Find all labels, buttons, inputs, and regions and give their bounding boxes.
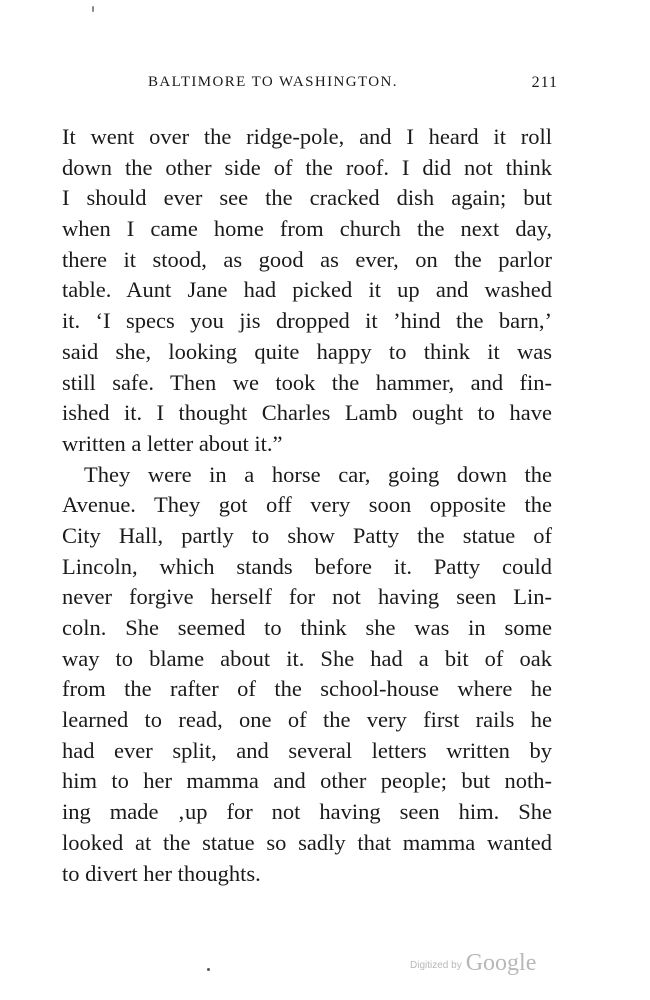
digitized-watermark — [410, 950, 550, 980]
text-line: It went over the ridge-pole, and I heard it roll — [62, 124, 552, 149]
watermark-prefix: Digitized by — [410, 960, 462, 971]
body-text — [62, 122, 552, 889]
text-line: said she, looking quite happy to think it was — [62, 338, 552, 364]
text-line: never forgive herself for not having seen Lin- — [62, 584, 552, 610]
text-line: when I came home from church the next day, — [62, 216, 552, 242]
text-line: City Hall, partly to show Patty the statue of — [62, 522, 552, 548]
text-line: down the other side of the roof. I did not think — [62, 154, 552, 180]
page-number: 211 — [531, 74, 558, 91]
text-line: Avenue. They got off very soon opposite the — [62, 492, 552, 518]
text-line: still safe. Then we took the hammer, and fin- — [62, 369, 552, 395]
text-line: written a letter about it.” — [62, 430, 283, 456]
text-line: learned to read, one of the very first rails he — [62, 707, 552, 733]
text-line: looked at the statue so sadly that mamma wanted — [62, 829, 552, 855]
running-title: BALTIMORE TO WASHINGTON. — [148, 74, 398, 90]
google-logo: Google — [465, 950, 537, 976]
text-line: ing made ‚up for not having seen him. She — [62, 799, 552, 825]
text-line: had ever split, and several letters written by — [62, 737, 552, 763]
running-header — [148, 74, 558, 98]
text-line: way to blame about it. She had a bit of oak — [62, 645, 552, 671]
text-line: Lincoln, which stands before it. Patty could — [62, 553, 552, 579]
text-line: there it stood, as good as ever, on the parlor — [62, 246, 552, 272]
text-line: him to her mamma and other people; but noth- — [62, 768, 552, 794]
text-line: it. ‘I specs you jis dropped it ’hind the barn,’ — [62, 308, 552, 334]
ink-speck — [92, 6, 94, 12]
text-line: table. Aunt Jane had picked it up and washed — [62, 277, 552, 303]
text-line: from the rafter of the school-house where he — [62, 676, 552, 702]
text-line: to divert her thoughts. — [62, 860, 261, 886]
ink-speck — [207, 968, 210, 971]
text-line: coln. She seemed to think she was in some — [62, 615, 552, 640]
paragraph-start-line: They were in a horse car, going down the — [84, 461, 552, 487]
text-line: ished it. I thought Charles Lamb ought to have — [62, 400, 552, 426]
text-line: I should ever see the cracked dish again; but — [62, 185, 552, 211]
